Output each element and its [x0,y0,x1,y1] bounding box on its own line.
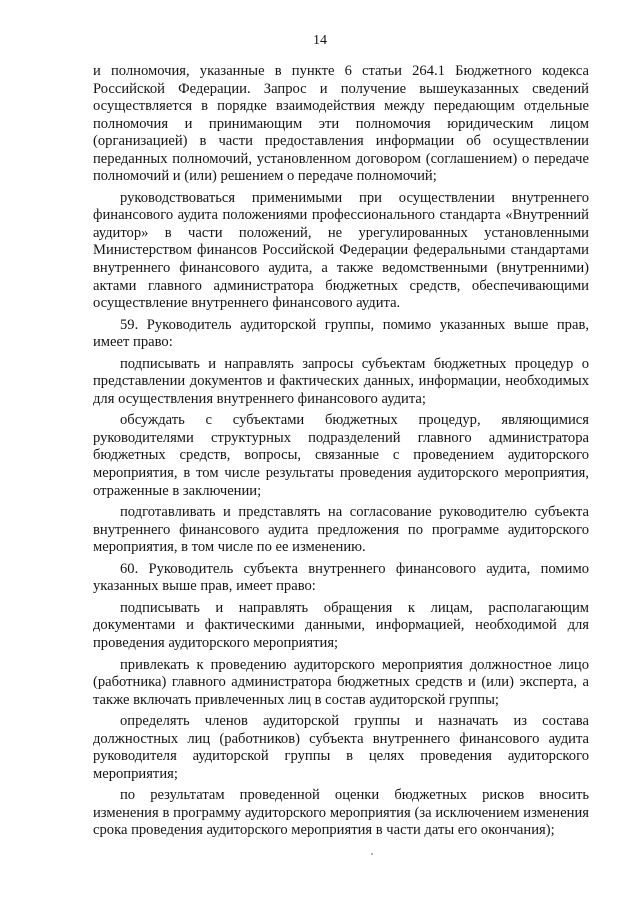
paragraph-60-heading: 60. Руководитель субъекта внутреннего финансового аудита, помимо указанных выше прав, имеет право: [93,560,589,595]
document-body [93,63,589,840]
paragraph-standards: руководствоваться применимыми при осуществлении внутреннего финансового аудита положениями профессионального стандарта «Внутренний аудитор» в части положений, не урегулированных установленными Министерством финансов Российской Федерации федеральными стандартами внутреннего финансового аудита, а также ведомственными (внутренними) актами главного администратора бюджетных средств, обеспечивающими осуществление внутреннего финансового аудита. [93,189,589,312]
paragraph-59-proposals: подготавливать и представлять на согласование руководителю субъекта внутреннего финансового аудита предложения по программе аудиторского мероприятия, в том числе по ее изменению. [93,504,589,556]
paragraph-59-discuss: обсуждать с субъектами бюджетных процедур, являющимися руководителями структурных подразделений главного администратора бюджетных средств, вопросы, связанные с проведением аудиторского мероприятия, в том числе результаты проведения аудиторского мероприятия, отраженные в заключении; [93,412,589,499]
paragraph-60-members: определять членов аудиторской группы и назначать из состава должностных лиц (работников) субъекта внутреннего финансового аудита руководителя аудиторской группы в целях проведения аудиторского мероприятия; [93,713,589,782]
paragraph-59-requests: подписывать и направлять запросы субъектам бюджетных процедур о представлении документов и фактических данных, информации, необходимых для осуществления внутреннего финансового аудита; [93,355,589,407]
page-number: 14 [313,33,327,48]
paragraph-60-risks: по результатам проведенной оценки бюджетных рисков вносить изменения в программу аудиторского мероприятия (за исключением изменения срока проведения аудиторского мероприятия в части даты его окончания); [93,787,589,839]
paragraph-continuation: и полномочия, указанные в пункте 6 статьи 264.1 Бюджетного кодекса Российской Федерации. Запрос и получение вышеуказанных сведений осуществляется в порядке взаимодействия между передающим отдельные полномочия и принимающим эти полномочия юридическим лицом (организацией) в части предоставления информации об осуществлении переданных полномочий, установленном договором (соглашением) о передаче полномочий и (или) решением о передаче полномочий; [93,63,589,185]
paragraph-60-involve: привлекать к проведению аудиторского мероприятия должностное лицо (работника) главного администратора бюджетных средств и (или) эксперта, а также включать привлеченных лиц в состав аудиторской группы; [93,656,589,708]
scan-speck [371,853,373,855]
paragraph-59-heading: 59. Руководитель аудиторской группы, помимо указанных выше прав, имеет право: [93,316,589,351]
paragraph-60-appeals: подписывать и направлять обращения к лицам, располагающим документами и фактическими данными, информацией, необходимой для проведения аудиторского мероприятия; [93,599,589,651]
